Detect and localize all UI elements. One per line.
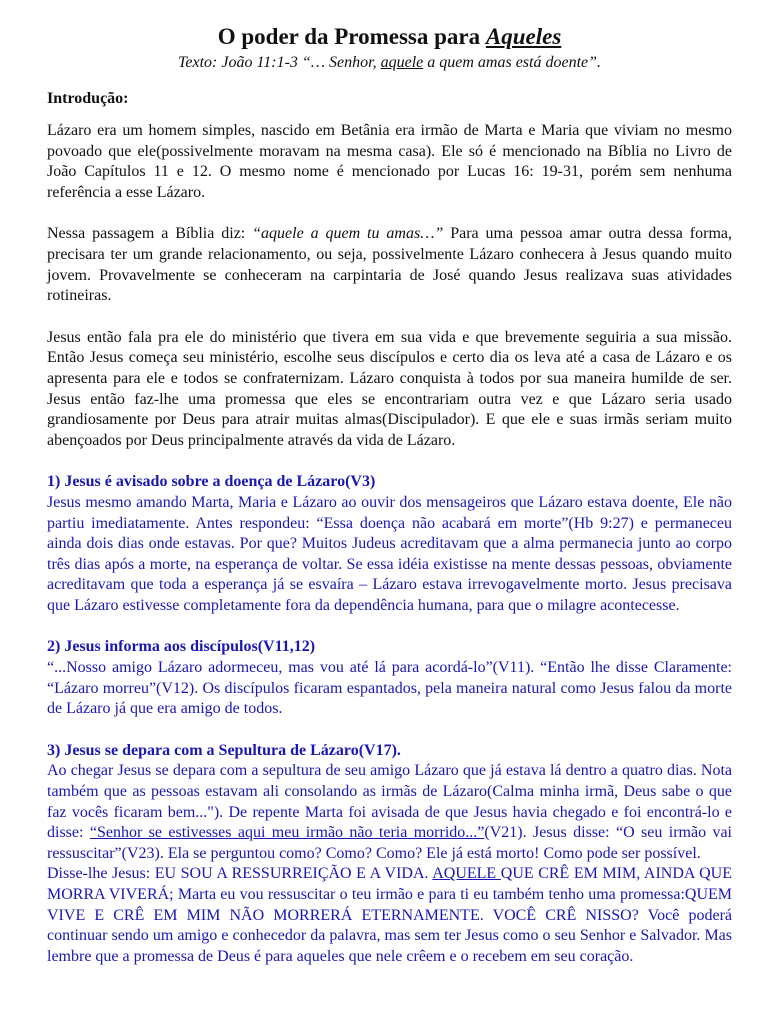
section-3-title: 3) Jesus se depara com a Sepultura de Lázaro(V17). (47, 741, 401, 759)
document-title (47, 22, 732, 52)
section-2-title: 2) Jesus informa aos discípulos(V11,12) (47, 638, 316, 656)
subtitle-underlined: aquele (380, 54, 424, 71)
intro-paragraph-2-lead: Nessa passagem a Bíblia diz: (47, 225, 253, 243)
section-3-body-b-lead: Disse-lhe Jesus: EU SOU A RESSURREIÇÃO E A VIDA. (47, 865, 433, 883)
section-3-body-a-rest: (V21). Jesus disse: “O seu irmão vai ressuscitar”(V23). Ela se perguntou como? Como? Como? Ele já está morto! Como pode ser possível. (47, 824, 732, 862)
intro-paragraph-2 (47, 224, 732, 306)
document-subtitle (47, 52, 732, 74)
section-1-title: 1) Jesus é avisado sobre a doença de Lázaro(V3) (47, 473, 376, 491)
section-3-body-b (47, 864, 732, 967)
section-1 (47, 472, 732, 616)
section-2 (47, 637, 732, 719)
intro-paragraph-3: Jesus então fala pra ele do ministério que tivera em sua vida e que brevemente seguiria a sua missão. Então Jesus começa seu ministério, escolhe seus discípulos e certo dia os leva até a casa de Lázaro e os apresenta para ele e todos se confraternizam. Lázaro conquista à todos por sua maneira humilde de ser. Jesus então faz-lhe uma promessa que eles se encontrariam outra vez e que Lázaro seria usado grandiosamente por Deus para atrair muitas almas(Discipulador). E que ele e suas irmãs seriam muito abençoados por Deus principalmente através da vida de Lázaro. (47, 328, 732, 449)
section-3 (47, 741, 732, 968)
section-2-body: “...Nosso amigo Lázaro adormeceu, mas vou até lá para acordá-lo”(V11). “Então lhe disse Claramente: “Lázaro morreu”(V12). Os discípulos ficaram espantados, pela maneira natural como Jesus falou da morte de Lázaro já que era amigo de todos. (47, 659, 732, 718)
section-1-body: Jesus mesmo amando Marta, Maria e Lázaro ao ouvir dos mensageiros que Lázaro estava doente, Ele não partiu imediatamente. Antes respondeu: “Essa doença não acabará em morte”(Hb 9:27) e permaneceu ainda dois dias onde estavas. Por que? Muitos Judeus acreditavam que a alma permanecia junto ao corpo três dias após a morte, na esperança de voltar. Se essa idéia existisse na mente dessas pessoas, obviamente acreditavam que toda a esperança já se esvaíra – Lázaro estava irrevogavelmente morto. Jesus precisava que Lázaro estivesse completamente fora da dependência humana, para que o milagre acontecesse. (47, 493, 732, 614)
intro-paragraph-1: Lázaro era um homem simples, nascido em Betânia era irmão de Marta e Maria que viviam no mesmo povoado que ele(possivelmente moravam na mesma casa). Ele só é mencionado na Bíblia no Livro de João Capítulos 11 e 12. O mesmo nome é mencionado por Lucas 16: 19-31, porém sem nenhuma referência a esse Lázaro. (47, 122, 732, 201)
section-3-body-a-underlined: “Senhor se estivesses aqui meu irmão não teria morrido...” (89, 824, 485, 842)
intro-paragraph-2-rest: Para uma pessoa amar outra dessa forma, precisara ter um grande relacionamento, ou seja, possivelmente Lázaro conhecera à Jesus quando muito jovem. Provavelmente se conheceram na carpintaria de José quando Jesus realizava suas atividades rotineiras. (47, 225, 732, 305)
title-prefix: O poder da Promessa para (217, 24, 486, 49)
section-3-body-b-rest: QUE CRÊ EM MIM, AINDA QUE MORRA VIVERÁ; Marta eu vou ressuscitar o teu irmão e para ti eu também tenho uma promessa:QUEM VIVE E CRÊ EM MIM NÃO MORRERÁ ETERNAMENTE. VOCÊ CRÊ NISSO? Você poderá continuar sendo um amigo e conhecedor da palavra, mas sem ter Jesus como o seu Senhor e Salvador. Mas lembre que a promessa de Deus é para aqueles que nele crêem e o recebem em seu coração. (47, 865, 733, 965)
section-3-body-a-text: Ao chegar Jesus se depara com a sepultura de seu amigo Lázaro que já estava lá dentro a quatro dias. Nota também que as pessoas estavam ali consolando as irmãs de Lázaro(Calma minha irmã, Deus sabe o que faz vocês ficaram bem..."). De repente Marta foi avisada de que Jesus havia chegado e foi encontrá-lo e disse: (47, 762, 732, 842)
title-emphasis: Aqueles (485, 24, 562, 49)
section-3-body-a (47, 761, 732, 864)
subtitle-prefix: Texto: João 11:1-3 “… Senhor, (177, 54, 381, 71)
subtitle-suffix: a quem amas está doente”. (423, 54, 602, 71)
intro-paragraph-2-quote: “aquele a quem tu amas…” (252, 225, 444, 243)
section-3-body-b-underlined: AQUELE (432, 865, 501, 883)
intro-heading: Introdução: (47, 90, 129, 107)
